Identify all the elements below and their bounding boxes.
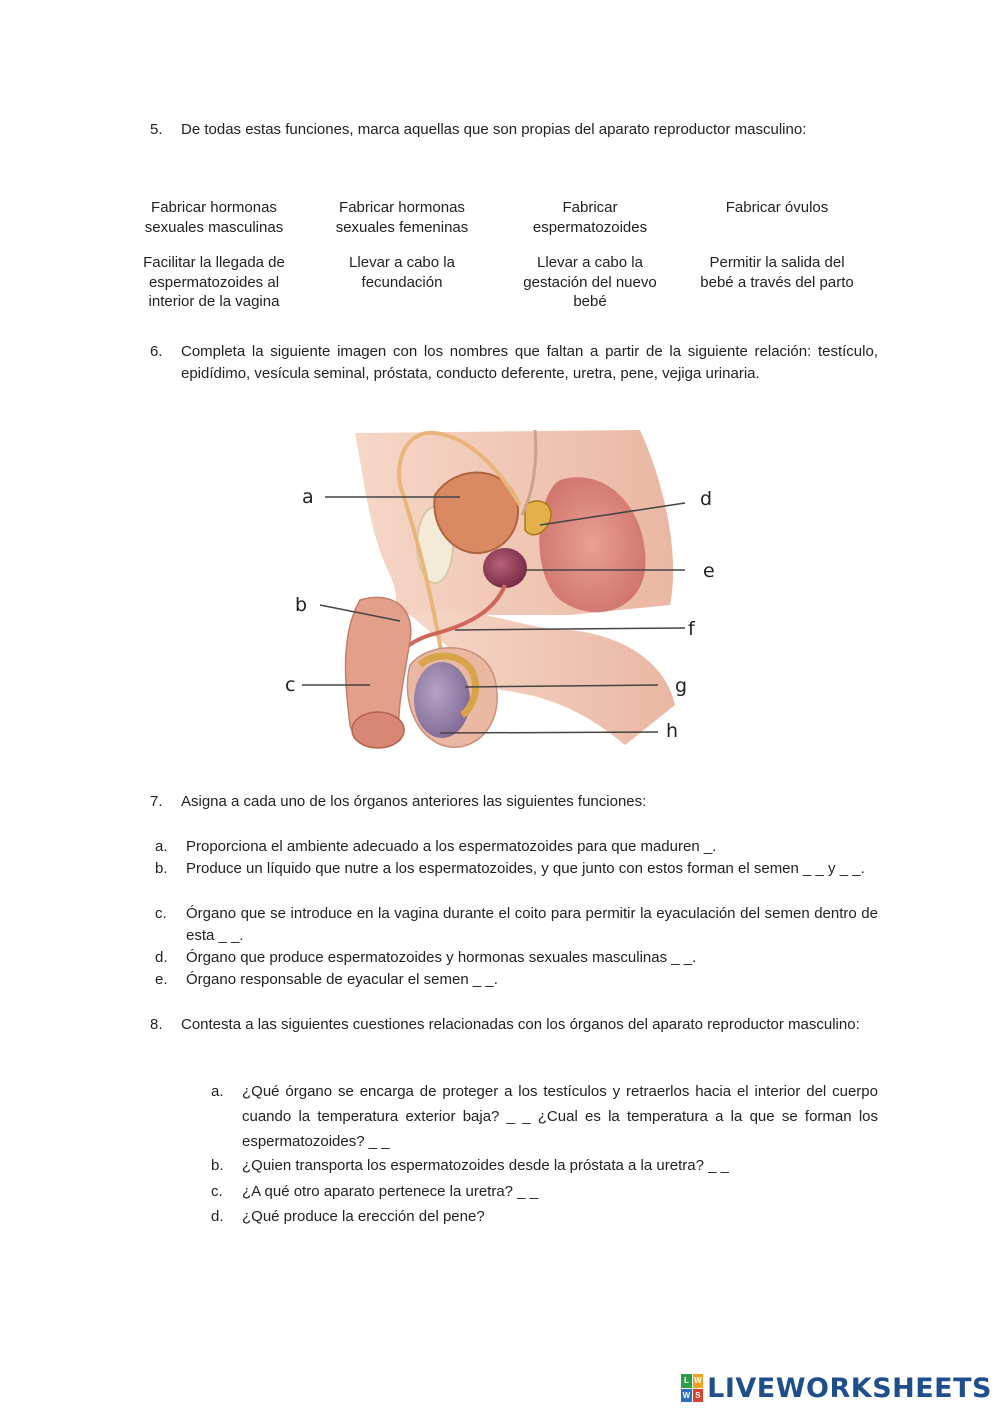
q7-item-c[interactable]: Órgano que se introduce en la vagina durante el coito para permitir la eyaculación del semen dentro de esta _ _. (186, 905, 878, 944)
q7-item-a[interactable]: Proporciona el ambiente adecuado a los espermatozoides para que maduren _. (186, 838, 717, 855)
q7-text: Asigna a cada uno de los órganos anteriores las siguientes funciones: (181, 793, 647, 810)
q7-item-a-letter: a. (155, 838, 168, 855)
diagram-label-f: f (688, 618, 695, 640)
diagram-label-c: c (285, 674, 296, 696)
q7-item-b[interactable]: Produce un líquido que nutre a los espermatozoides, y que junto con estos forman el semen _ _ y _ _. (186, 860, 865, 877)
q7-item-e-letter: e. (155, 971, 168, 988)
q8-text: Contesta a las siguientes cuestiones relacionadas con los órganos del aparato reproductor masculino: (181, 1016, 860, 1033)
q5-text: De todas estas funciones, marca aquellas que son propias del aparato reproductor masculino: (181, 121, 807, 138)
q7-item-d-letter: d. (155, 949, 168, 966)
q8-number: 8. (150, 1016, 163, 1033)
q8-item-c[interactable]: ¿A qué otro aparato pertenece la uretra? _ _ (242, 1183, 539, 1200)
q5-option-6[interactable]: Llevar a cabo la fecundación (349, 254, 455, 291)
q8-item-d-letter: d. (211, 1208, 224, 1225)
q8-item-b-letter: b. (211, 1157, 224, 1174)
q7-item-b-letter: b. (155, 860, 168, 877)
q5-option-3[interactable]: Fabricar espermatozoides (532, 199, 648, 236)
diagram-label-g: g (675, 675, 688, 697)
q8-item-b[interactable]: ¿Quien transporta los espermatozoides desde la próstata a la uretra? _ _ (242, 1157, 729, 1174)
prostate-shape (483, 548, 527, 588)
q8-item-c-letter: c. (211, 1183, 223, 1200)
diagram-label-e: e (703, 560, 715, 582)
liveworksheets-logo[interactable] (681, 1371, 992, 1405)
q6-text: Completa la siguiente imagen con los nombres que faltan a partir de la siguiente relación: testículo, epidídimo, vesícula seminal, próstata, conducto deferente, uretra, pene, vejiga urinaria. (181, 343, 878, 382)
diagram-label-b: b (295, 594, 308, 616)
liveworksheets-logo-text: LIVEWORKSHEETS (707, 1372, 992, 1404)
q7-item-d[interactable]: Órgano que produce espermatozoides y hormonas sexuales masculinas _ _. (186, 949, 697, 966)
male-reproductive-diagram (270, 425, 740, 770)
q5-option-1[interactable]: Fabricar hormonas sexuales masculinas (144, 199, 284, 236)
q8-item-a-letter: a. (211, 1083, 224, 1100)
q5-option-2[interactable]: Fabricar hormonas sexuales femeninas (335, 199, 469, 236)
q8-item-d: ¿Qué produce la erección del pene? (242, 1208, 485, 1225)
testis-shape (414, 662, 470, 738)
glans-shape (352, 712, 404, 748)
q8-item-a[interactable]: ¿Qué órgano se encarga de proteger a los testículos y retraerlos hacia el interior del cuerpo cuando la temperatura exterior baja? _ _ ¿Cual es la temperatura a la que se forman los espermatozoides? _ _ (242, 1083, 878, 1150)
q7-item-e[interactable]: Órgano responsable de eyacular el semen _ _. (186, 971, 498, 988)
q5-option-5[interactable]: Facilitar la llegada de espermatozoides al interior de la vagina (143, 254, 285, 310)
liveworksheets-mark-icon: L W W S (681, 1374, 703, 1402)
q5-option-8[interactable]: Permitir la salida del bebé a través del parto (700, 254, 854, 291)
diagram-label-h: h (666, 720, 679, 742)
q7-item-c-letter: c. (155, 905, 167, 922)
q6-number: 6. (150, 343, 163, 360)
q5-option-4[interactable]: Fabricar óvulos (725, 199, 829, 216)
diagram-label-d: d (700, 488, 713, 510)
q5-number: 5. (150, 121, 163, 138)
q7-number: 7. (150, 793, 163, 810)
q5-option-7[interactable]: Llevar a cabo la gestación del nuevo bebé (523, 254, 657, 310)
diagram-label-a: a (302, 486, 314, 508)
